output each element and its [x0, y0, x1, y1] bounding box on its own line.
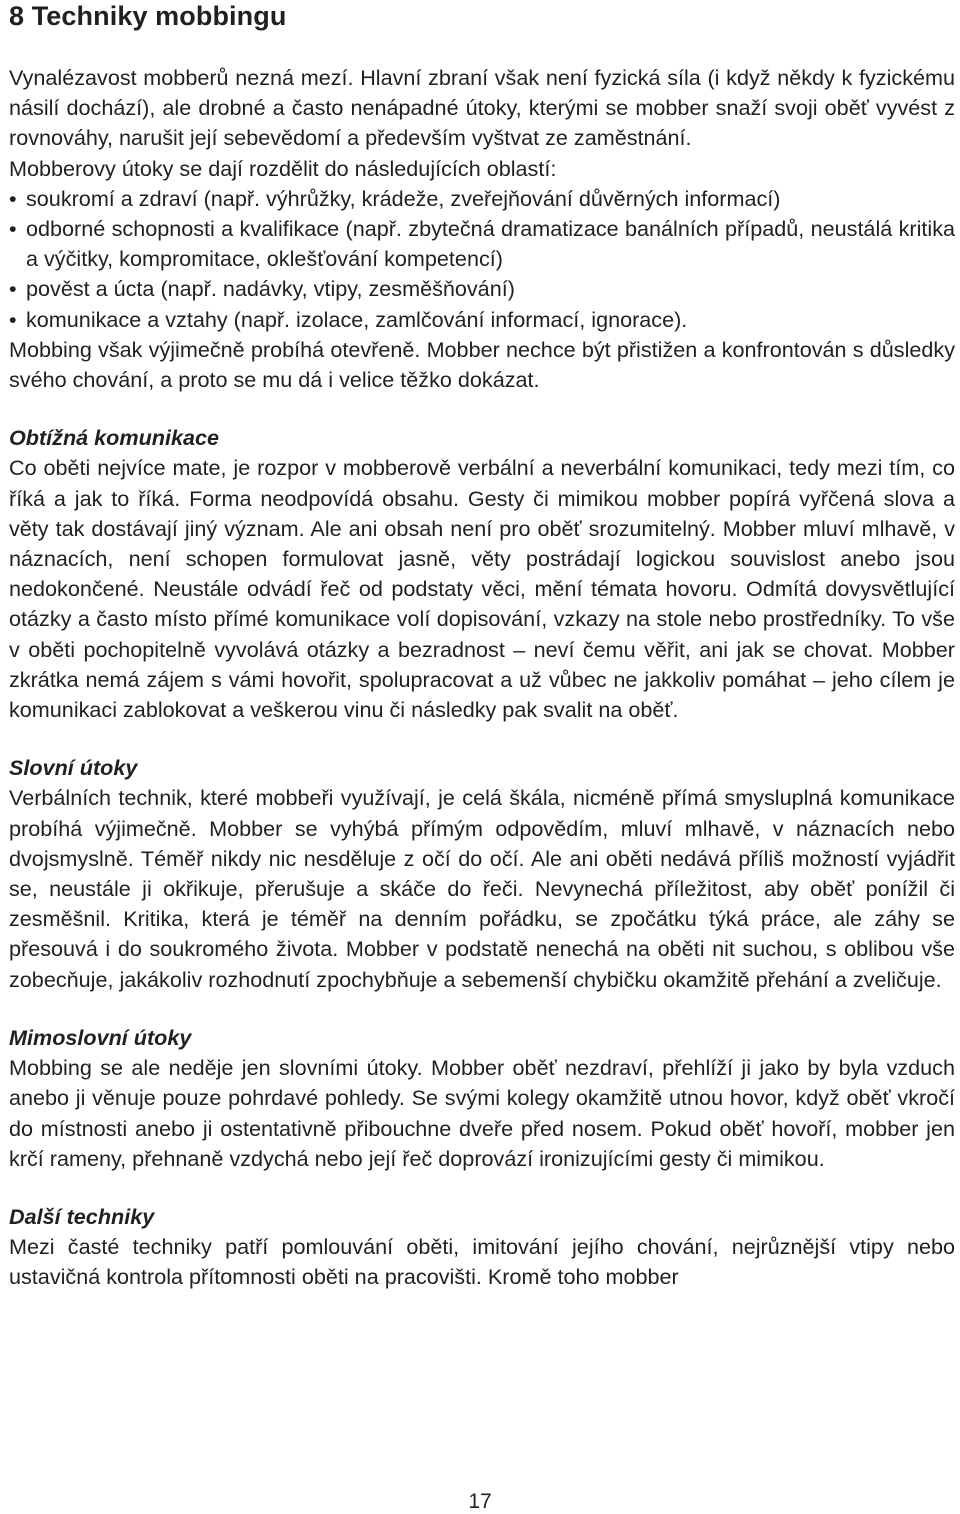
section-verbal-attacks: [9, 753, 955, 995]
section-other-techniques: [9, 1202, 955, 1293]
list-item-text: pověst a úcta (např. nadávky, vtipy, zesměšňování): [26, 276, 515, 302]
section-difficult-communication: [9, 423, 955, 725]
section-heading: Mimoslovní útoky: [9, 1024, 192, 1050]
section-nonverbal-attacks: [9, 1023, 955, 1174]
intro-block: [9, 63, 955, 395]
list-item-text: soukromí a zdraví (např. výhrůžky, krádeže, zveřejňování důvěrných informací): [26, 185, 781, 211]
intro-paragraph: Vynalézavost mobberů nezná mezí. Hlavní zbraní však není fyzická síla (i když někdy k fyzickému násilí dochází), ale drobné a často nenápadné útoky, kterými se mobber snaží svoji oběť vyvést z rovnováhy, narušit její sebevědomí a především vyštvat ze zaměstnání.: [9, 65, 955, 151]
document-page: [9, 0, 955, 1293]
intro-closing-paragraph: Mobbing však výjimečně probíhá otevřeně. Mobber nechce být přistižen a konfrontován s důsledky svého chování, a proto se mu dá i velice těžko dokázat.: [9, 336, 955, 393]
list-item: [9, 184, 955, 214]
section-text: Mezi časté techniky patří pomlouvání oběti, imitování jejího chování, nejrůznější vtipy nebo ustavičná kontrola přítomnosti oběti na pracovišti. Kromě toho mobber: [9, 1234, 955, 1290]
list-item: [9, 214, 955, 274]
section-text: Co oběti nejvíce mate, je rozpor v mobberově verbální a neverbální komunikaci, tedy mezi tím, co říká a jak to říká. Forma neodpovídá obsahu. Gesty či mimikou mobber popírá vyřčená slova a věty tak dostávají jiný význam. Ale ani obsah není pro oběť srozumitelný. Mobber mluví mlhavě, v náznacích, není schopen formulovat jasně, věty postrádají logickou souvislost anebo jsou nedokončené. Neustále odvádí řeč od podstaty věci, mění témata hovoru. Odmítá dovysvětlující otázky a často místo přímé komunikace volí dopisování, vzkazy na stole nebo prostředníky. To vše v oběti pochopitelně vyvolává otázky a bezradnost – neví čemu věřit, ani jak se chovat. Mobber zkrátka nemá zájem s vámi hovořit, spolupracovat a už vůbec ne jakkoliv pomáhat – jeho cílem je komunikaci zablokovat a veškerou vinu či následky pak svalit na oběť.: [9, 455, 955, 723]
list-intro: Mobberovy útoky se dají rozdělit do následujících oblastí:: [9, 155, 557, 181]
section-text: Mobbing se ale neděje jen slovními útoky. Mobber oběť nezdraví, přehlíží ji jako by byla vzduch anebo ji věnuje pouze pohrdavé pohledy. Se svými kolegy okamžitě utnou hovor, když oběť vkročí do místnosti anebo ji ostentativně přibouchne dveře před nosem. Pokud oběť hovoří, mobber jen krčí rameny, přehnaně vzdychá nebo její řeč doprovází ironizujícími gesty či mimikou.: [9, 1055, 955, 1171]
list-item: [9, 274, 955, 304]
section-text: Verbálních technik, které mobbeři využívají, je celá škála, nicméně přímá smysluplná komunikace probíhá výjimečně. Mobber se vyhýbá přímým odpovědím, mluví mlhavě, v náznacích nebo dvojsmyslně. Téměř nikdy nic nesděluje z očí do očí. Ale ani oběti nedává příliš možností vyjádřit se, neustále ji okřikuje, přerušuje a skáče do řeči. Nevynechá příležitost, aby oběť ponížil či zesměšnil. Kritika, která je téměř na denním pořádku, se zpočátku týká práce, ale záhy se přesouvá i do soukromého života. Mobber v podstatě nenechá na oběti nit suchou, s oblibou vše zobecňuje, jakákoliv rozhodnutí zpochybňuje a sebemenší chybičku okamžitě přehání a zveličuje.: [9, 785, 955, 992]
bullet-icon: •: [9, 306, 17, 332]
bullet-icon: •: [9, 276, 17, 302]
list-item-text: komunikace a vztahy (např. izolace, zamlčování informací, ignorace).: [26, 306, 688, 332]
section-heading: Obtížná komunikace: [9, 425, 219, 451]
chapter-title: 8 Techniky mobbingu: [9, 1, 287, 31]
bullet-icon: •: [9, 185, 17, 211]
attack-areas-list: [9, 184, 955, 335]
section-heading: Slovní útoky: [9, 755, 138, 781]
bullet-icon: •: [9, 216, 17, 242]
section-heading: Další techniky: [9, 1203, 155, 1229]
list-item-text: odborné schopnosti a kvalifikace (např. zbytečná dramatizace banálních případů, neustálá kritika a výčitky, kompromitace, oklešťování kompetencí): [26, 216, 955, 272]
list-item: [9, 305, 955, 335]
page-number: 17: [468, 1490, 492, 1513]
